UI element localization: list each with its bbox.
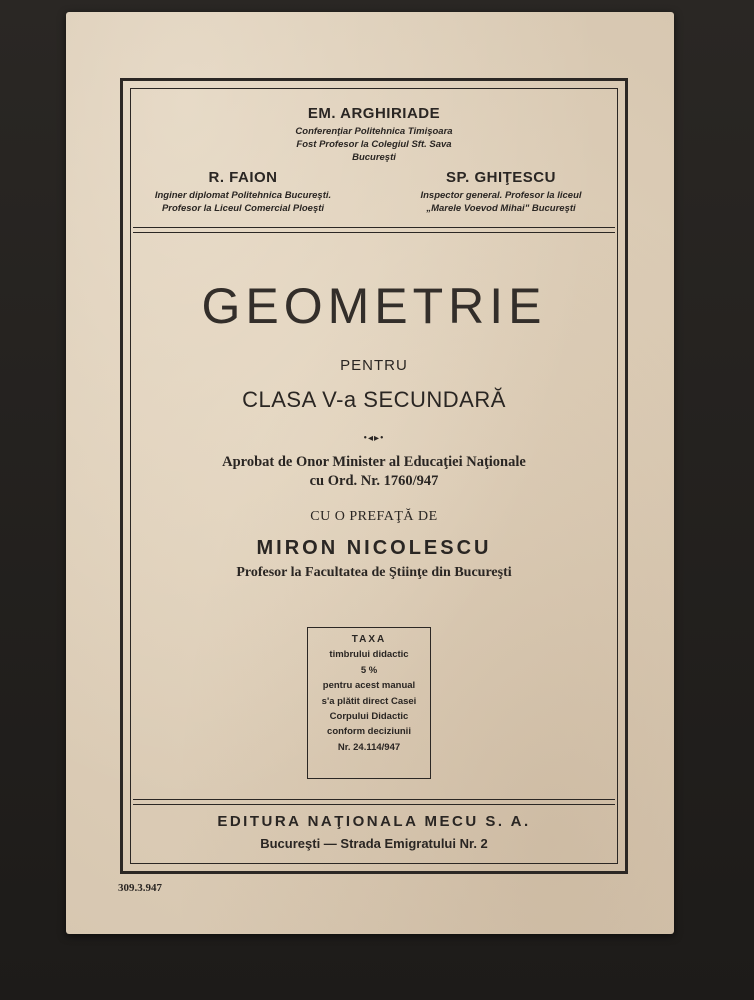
author-ghitescu-line-2: „Marele Voevod Mihai" Bucureşti: [426, 203, 576, 214]
cover-frame: [120, 78, 628, 874]
stamp-line-7: conform deciziunii: [327, 726, 411, 738]
author-arghiriade-name: EM. ARGHIRIADE: [307, 105, 441, 122]
pentru-label: PENTRU: [340, 357, 408, 374]
preface-author: MIRON NICOLESCU: [256, 537, 492, 559]
book-cover: [66, 12, 674, 934]
stamp-line-1: TAXA: [351, 634, 387, 645]
preface-author-title: Profesor la Facultatea de Ştiinţe din Bucureşti: [236, 565, 512, 580]
author-arghiriade-line-2: Fost Profesor la Colegiul Sft. Sava: [296, 139, 452, 150]
author-faion-line-2: Profesor la Liceul Comercial Ploeşti: [161, 203, 325, 214]
print-code: 309.3.947: [118, 882, 162, 894]
author-arghiriade-line-3: Bucureşti: [352, 152, 396, 163]
author-arghiriade-line-1: Conferenţiar Politehnica Timişoara: [295, 126, 453, 137]
header-divider: [133, 227, 615, 233]
stamp-line-8: Nr. 24.114/947: [337, 741, 401, 753]
book-title: GEOMETRIE: [201, 278, 547, 334]
stamp-line-6: Corpului Didactic: [329, 711, 409, 723]
ornament-divider: •◂▸•: [363, 433, 385, 444]
approval-line-2: cu Ord. Nr. 1760/947: [309, 473, 439, 489]
publisher-name: EDITURA NAŢIONALA MECU S. A.: [217, 813, 531, 830]
author-ghitescu-name: SP. GHIŢESCU: [446, 169, 556, 186]
publisher-address: Bucureşti — Strada Emigratului Nr. 2: [260, 836, 488, 851]
stamp-line-5: s'a plătit direct Casei: [321, 695, 417, 707]
tax-stamp-box: [307, 627, 431, 779]
author-ghitescu-line-1: Inspector general. Profesor la liceul: [420, 190, 582, 201]
author-faion-line-1: Inginer diplomat Politehnica Bucureşti.: [154, 190, 332, 201]
stamp-line-2: timbrului didactic: [329, 649, 409, 661]
publisher-divider: [133, 799, 615, 805]
approval-line-1: Aprobat de Onor Minister al Educaţiei Naţionale: [222, 454, 526, 470]
preface-intro: CU O PREFAŢĂ DE: [310, 509, 438, 524]
stamp-line-3: 5 %: [360, 664, 378, 676]
stamp-line-4: pentru acest manual: [322, 680, 416, 692]
author-faion-name: R. FAION: [208, 169, 278, 186]
book-subtitle: CLASA V-a SECUNDARĂ: [242, 387, 506, 412]
